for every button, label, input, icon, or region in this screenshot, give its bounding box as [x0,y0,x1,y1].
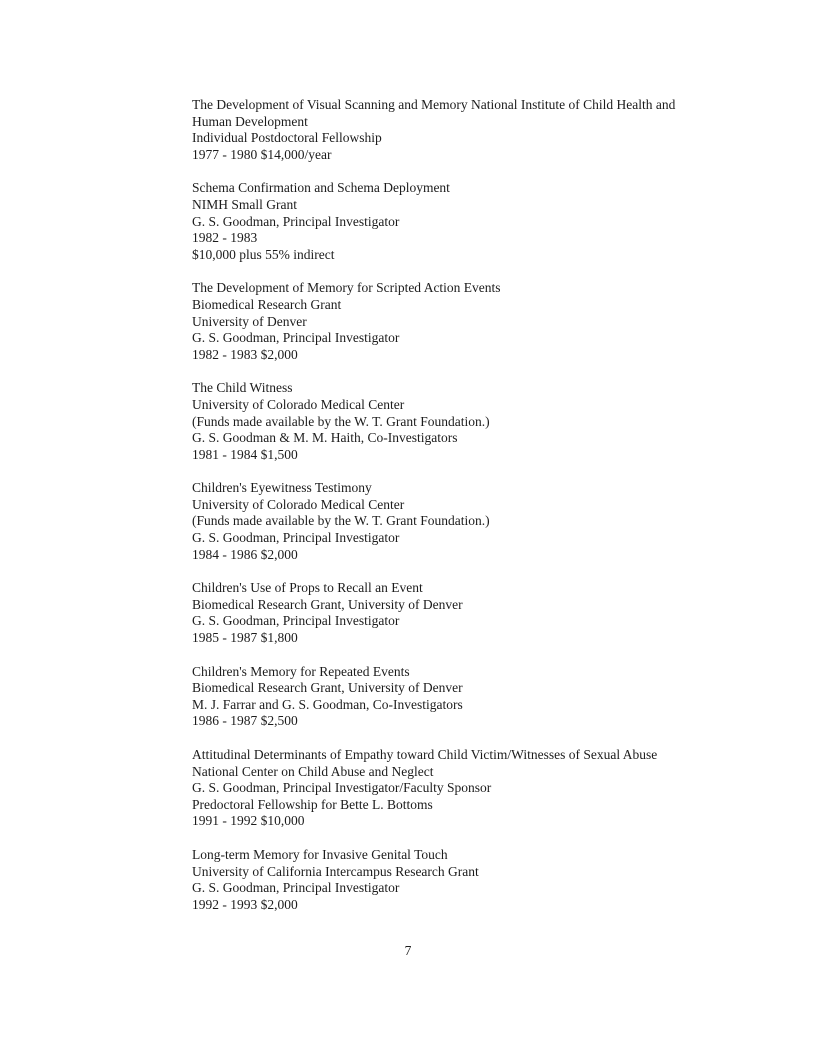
grant-detail: National Center on Child Abuse and Neglect [192,763,434,779]
grant-detail: G. S. Goodman, Principal Investigator [192,213,400,229]
grant-entry [192,847,709,913]
grant-detail: (Funds made available by the W. T. Grant Foundation.) [192,413,490,429]
grant-detail: G. S. Goodman, Principal Investigator [192,330,400,346]
grant-dates: 1982 - 1983 [192,230,258,246]
grant-dates-amount: 1991 - 1992 $10,000 [192,813,305,829]
grant-title: Children's Use of Props to Recall an Event [192,580,423,596]
grant-detail: University of Denver [192,313,307,329]
grant-entry [192,180,709,263]
grant-amount: $10,000 plus 55% indirect [192,246,335,262]
grant-title: The Development of Visual Scanning and Memory National Institute of Child Health and Human Development [192,97,676,129]
grant-entry [192,664,709,730]
page-number: 7 [404,943,412,958]
grants-list [192,97,709,930]
grant-detail: (Funds made available by the W. T. Grant Foundation.) [192,513,490,529]
grant-dates-amount: 1986 - 1987 $2,500 [192,713,298,729]
grant-entry [192,747,709,830]
grant-detail: University of Colorado Medical Center [192,396,405,412]
grant-dates-amount: 1984 - 1986 $2,000 [192,546,298,562]
grant-entry [192,97,709,163]
grant-dates-amount: 1981 - 1984 $1,500 [192,446,298,462]
grant-title: Long-term Memory for Invasive Genital Touch [192,846,448,862]
grant-dates-amount: 1977 - 1980 $14,000/year [192,146,332,162]
grant-detail: G. S. Goodman, Principal Investigator/Faculty Sponsor [192,780,492,796]
grant-entry [192,280,709,363]
grant-detail: Biomedical Research Grant [192,296,342,312]
grant-title: Children's Eyewitness Testimony [192,480,372,496]
grant-entry [192,580,709,646]
grant-title: Schema Confirmation and Schema Deployment [192,180,450,196]
grant-detail: NIMH Small Grant [192,196,297,212]
grant-entry [192,480,709,563]
grant-detail: University of Colorado Medical Center [192,496,405,512]
grant-dates-amount: 1985 - 1987 $1,800 [192,630,298,646]
grant-title: The Development of Memory for Scripted Action Events [192,280,501,296]
grant-detail: Biomedical Research Grant, University of Denver [192,680,463,696]
grant-detail: University of California Intercampus Research Grant [192,863,479,879]
grant-title: Attitudinal Determinants of Empathy toward Child Victim/Witnesses of Sexual Abuse [192,747,658,762]
grant-entry [192,380,709,463]
grant-detail: G. S. Goodman, Principal Investigator [192,613,400,629]
grant-dates-amount: 1992 - 1993 $2,000 [192,896,298,912]
grant-detail: M. J. Farrar and G. S. Goodman, Co-Investigators [192,696,463,712]
grant-title: The Child Witness [192,380,293,396]
grant-detail: G. S. Goodman, Principal Investigator [192,880,400,896]
grant-detail: G. S. Goodman & M. M. Haith, Co-Investigators [192,430,458,446]
grant-detail: G. S. Goodman, Principal Investigator [192,530,400,546]
grant-title: Children's Memory for Repeated Events [192,663,410,679]
grant-detail: Individual Postdoctoral Fellowship [192,130,382,146]
grant-dates-amount: 1982 - 1983 $2,000 [192,346,298,362]
grant-detail: Predoctoral Fellowship for Bette L. Bottoms [192,796,433,812]
grant-detail: Biomedical Research Grant, University of Denver [192,596,463,612]
